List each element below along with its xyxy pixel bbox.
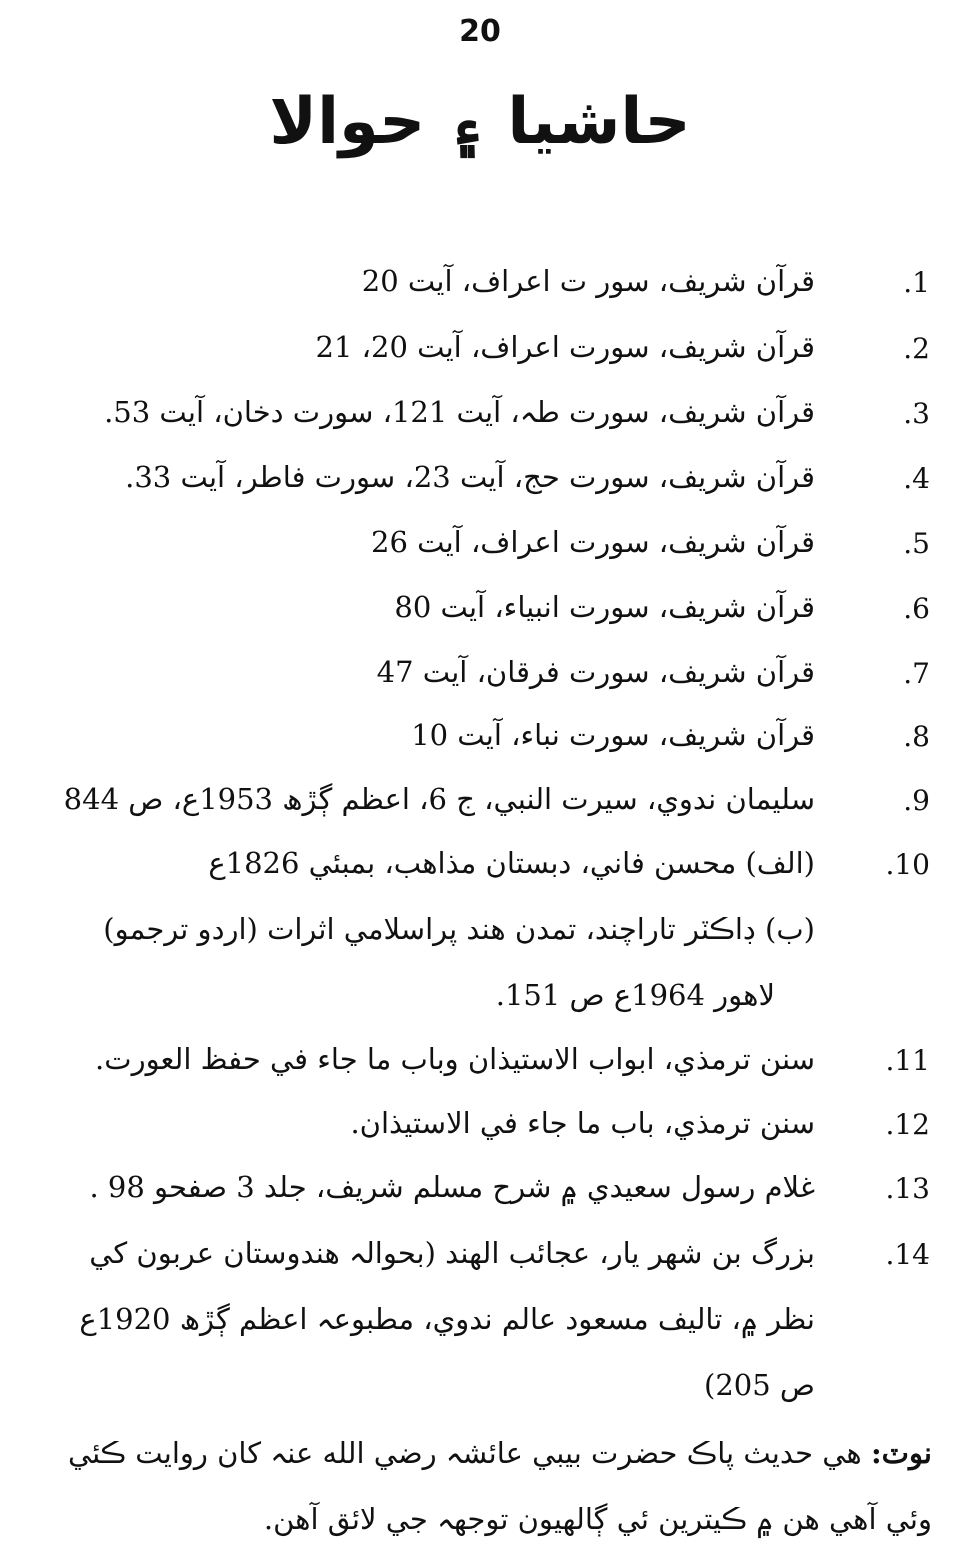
reference-text: قرآن شريف، سورت اعراف، آيت 20، 21 <box>315 330 815 364</box>
reference-text: سنن ترمذي، باب ما جاء في الاستيذان. <box>350 1106 815 1140</box>
reference-text: نظر ۾، تاليف مسعود عالم ندوي، مطبوعہ اعظم ڳڙھ 1920ع <box>79 1302 815 1336</box>
reference-text: قرآن شريف، سورت اعراف، آيت 26 <box>371 525 815 559</box>
reference-number: .10 <box>885 848 930 881</box>
reference-text: بزرگ بن شهر يار، عجائب الهند (بحوالہ هندوستان عربون کي <box>89 1236 815 1270</box>
reference-text: قرآن شريف، سورت انبياء، آيت 80 <box>394 590 815 624</box>
footnote-label: نوٽ: <box>870 1436 932 1470</box>
reference-number: .7 <box>903 657 930 690</box>
reference-text: سليمان ندوي، سيرت النبي، ج 6، اعظم ڳڙھ 1953ع، ص 844 <box>63 782 815 816</box>
reference-number: .8 <box>903 720 930 753</box>
reference-text: سنن ترمذي، ابواب الاستيذان وباب ما جاء في حفظ العورت. <box>95 1042 815 1076</box>
reference-text: قرآن شريف، سور ت اعراف، آيت 20 <box>361 264 815 298</box>
reference-number: .9 <box>903 784 930 817</box>
reference-text: (ب) ڊاڪٽر تاراچند، تمدن هند پراسلامي اثرات (اردو ترجمو) <box>103 912 815 946</box>
reference-text: قرآن شريف، سورت طہ، آيت 121، سورت دخان، آيت 53. <box>104 395 815 429</box>
reference-number: .1 <box>903 266 930 299</box>
reference-number: .2 <box>903 332 930 365</box>
reference-text: غلام رسول سعيدي ۾ شرح مسلم شريف، جلد 3 صفحو 98 . <box>89 1170 815 1204</box>
reference-text: قرآن شريف، سورت نباء، آيت 10 <box>411 718 815 752</box>
page-number: 20 <box>459 14 501 49</box>
reference-text: قرآن شريف، سورت فرقان، آيت 47 <box>376 655 815 689</box>
footnote-text: هي حديث پاڪ حضرت بيبي عائشہ رضي الله عنہ کان روايت ڪئي وئي آهي هن ۾ ڪيترين ئي ڳالهيون توجهہ جي لائق آهن. <box>67 1436 932 1536</box>
reference-number: .6 <box>903 592 930 625</box>
reference-text: (الف) محسن فاني، دبستان مذاهب، بمبئي 1826ع <box>208 846 815 880</box>
page-title: حاشيا ۽ حوالا <box>269 85 691 159</box>
reference-text: قرآن شريف، سورت حج، آيت 23، سورت فاطر، آيت 33. <box>125 460 815 494</box>
reference-number: .13 <box>885 1172 930 1205</box>
footnote <box>25 1420 932 1552</box>
reference-number: .5 <box>903 527 930 560</box>
reference-number: .14 <box>885 1238 930 1271</box>
reference-number: .3 <box>903 397 930 430</box>
reference-number: .12 <box>885 1108 930 1141</box>
reference-number: .4 <box>903 462 930 495</box>
reference-text: لاهور 1964ع ص 151. <box>495 978 775 1012</box>
reference-text: ص 205) <box>704 1368 815 1402</box>
reference-number: .11 <box>885 1044 930 1077</box>
